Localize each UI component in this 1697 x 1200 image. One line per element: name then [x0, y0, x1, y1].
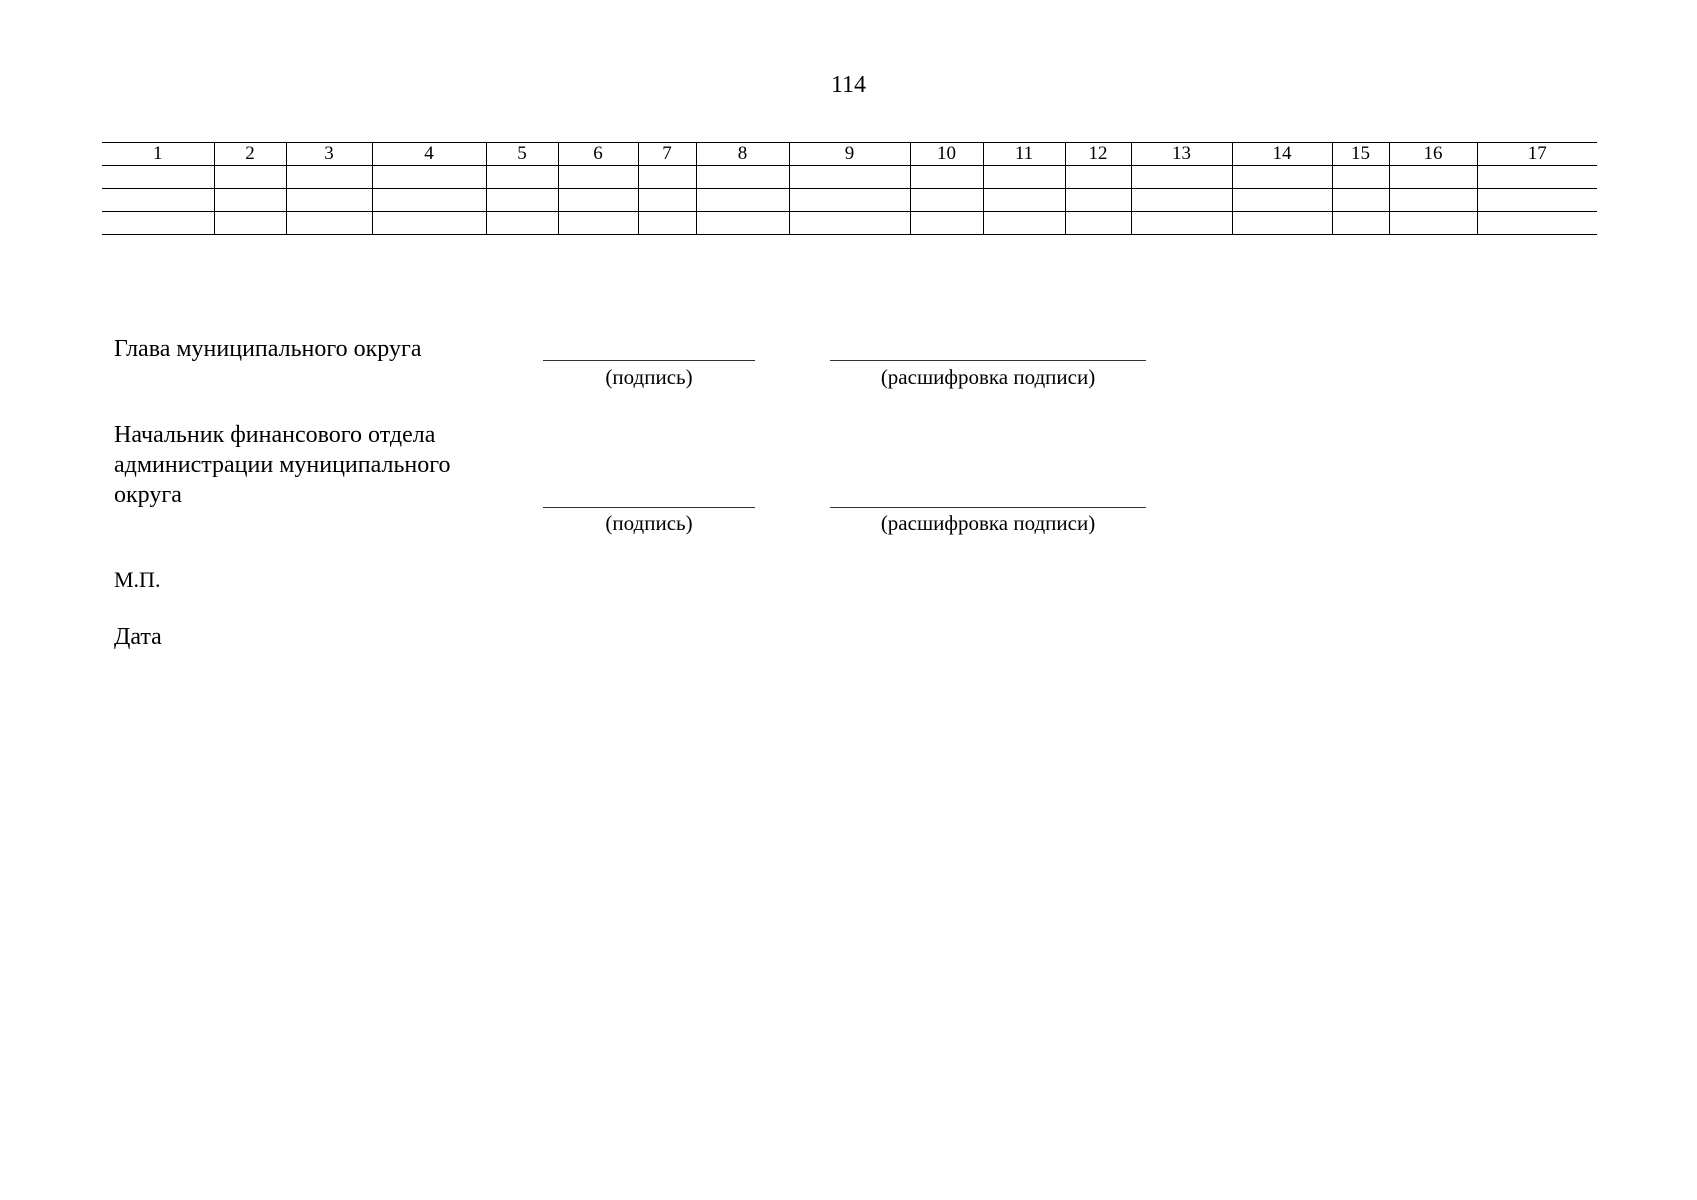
table-cell	[1477, 189, 1597, 212]
table-cell	[486, 189, 558, 212]
table-row	[102, 189, 1597, 212]
signature-line	[543, 360, 755, 361]
table-row	[102, 212, 1597, 235]
data-table	[102, 142, 1597, 235]
table-cell	[1477, 212, 1597, 235]
table-cell	[1389, 212, 1477, 235]
table-cell	[789, 189, 910, 212]
signature-caption: (подпись)	[605, 365, 693, 389]
signature-title-head: Глава муниципального округа	[114, 336, 422, 362]
table-cell	[1131, 212, 1232, 235]
table-cell	[1232, 212, 1332, 235]
table-cell	[1131, 166, 1232, 189]
table-cell	[372, 189, 486, 212]
column-number: 15	[1332, 143, 1389, 166]
signature-line	[543, 507, 755, 508]
table-cell	[696, 166, 789, 189]
table-cell	[1477, 166, 1597, 189]
table-cell	[910, 212, 983, 235]
table-cell	[1131, 189, 1232, 212]
table-cell	[558, 189, 638, 212]
column-number: 1	[102, 143, 214, 166]
table-cell	[286, 166, 372, 189]
decoding-caption: (расшифровка подписи)	[880, 511, 1096, 535]
decoding-caption: (расшифровка подписи)	[880, 365, 1096, 389]
table-cell	[486, 166, 558, 189]
table-cell	[286, 189, 372, 212]
column-number: 10	[910, 143, 983, 166]
table-cell	[638, 189, 696, 212]
table-cell	[638, 212, 696, 235]
table-cell	[214, 166, 286, 189]
table-cell	[1332, 212, 1389, 235]
table-row	[102, 166, 1597, 189]
seal-label: М.П.	[114, 567, 161, 592]
table-cell	[1332, 166, 1389, 189]
column-number: 4	[372, 143, 486, 166]
table-cell	[910, 166, 983, 189]
column-number: 3	[286, 143, 372, 166]
table-cell	[372, 212, 486, 235]
decoding-line	[830, 360, 1146, 361]
column-number: 14	[1232, 143, 1332, 166]
table-cell	[372, 166, 486, 189]
table-cell	[102, 212, 214, 235]
column-number: 6	[558, 143, 638, 166]
table-cell	[214, 212, 286, 235]
table-cell	[286, 212, 372, 235]
column-number: 13	[1131, 143, 1232, 166]
column-number: 2	[214, 143, 286, 166]
table-cell	[983, 212, 1065, 235]
table-cell	[1389, 189, 1477, 212]
table-cell	[983, 166, 1065, 189]
table-cell	[983, 189, 1065, 212]
column-number: 5	[486, 143, 558, 166]
table-header-row	[102, 143, 1597, 166]
signature-title-finance-line-1: Начальник финансового отдела	[114, 422, 436, 448]
column-number: 16	[1389, 143, 1477, 166]
table-cell	[486, 212, 558, 235]
column-number: 17	[1477, 143, 1597, 166]
signature-caption: (подпись)	[605, 511, 693, 535]
column-number: 8	[696, 143, 789, 166]
table-cell	[1232, 166, 1332, 189]
column-number: 11	[983, 143, 1065, 166]
table-cell	[638, 166, 696, 189]
table-cell	[1065, 212, 1131, 235]
column-number: 7	[638, 143, 696, 166]
table-cell	[1065, 189, 1131, 212]
table-cell	[1065, 166, 1131, 189]
table-cell	[558, 212, 638, 235]
table-cell	[1389, 166, 1477, 189]
table-cell	[1332, 189, 1389, 212]
signature-title-finance-line-3: округа	[114, 482, 182, 508]
table-cell	[1232, 189, 1332, 212]
table-cell	[214, 189, 286, 212]
table-cell	[910, 189, 983, 212]
signature-title-finance-line-2: администрации муниципального	[114, 452, 451, 478]
decoding-line	[830, 507, 1146, 508]
table-cell	[102, 166, 214, 189]
table-cell	[696, 189, 789, 212]
table-cell	[789, 166, 910, 189]
date-label: Дата	[114, 624, 162, 650]
table-cell	[789, 212, 910, 235]
table-cell	[102, 189, 214, 212]
column-number: 9	[789, 143, 910, 166]
column-number: 12	[1065, 143, 1131, 166]
table-cell	[696, 212, 789, 235]
table-cell	[558, 166, 638, 189]
page-number: 114	[830, 72, 867, 98]
